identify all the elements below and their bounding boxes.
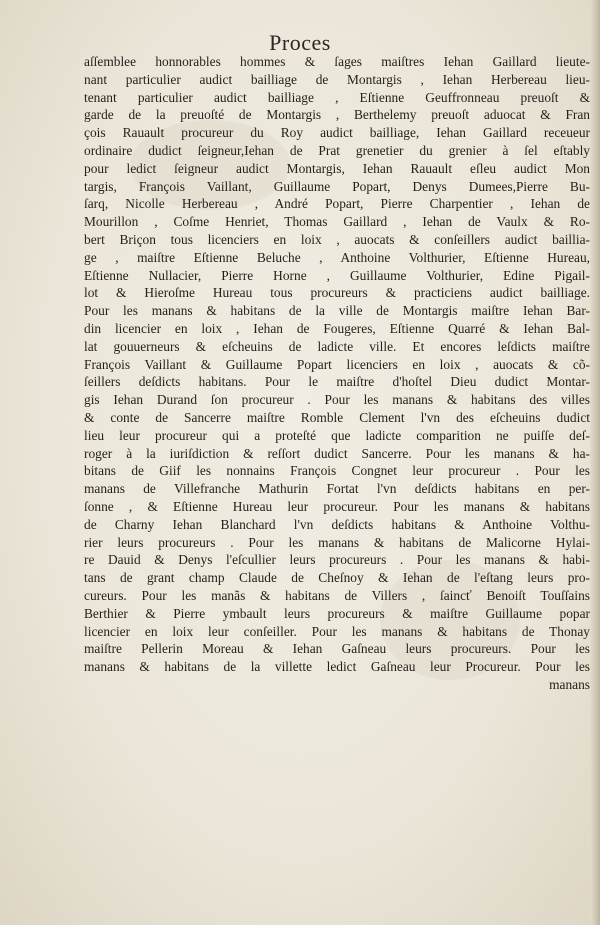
text-line: cureurs. Pour les manãs & habitans de Villers , ſaincť Benoiſt Touſſains (84, 587, 590, 603)
text-line: lot & Hieroſme Hureau tous procureurs & practiciens audict bailliage. (84, 285, 590, 301)
text-line: maiſtre Pellerin Moreau & Iehan Gaſneau leurs procureurs. Pour les (84, 641, 590, 657)
text-line: re Dauid & Denys l'eſcullier leurs procureurs . Pour les manans & habi- (84, 552, 590, 568)
body-text (84, 53, 590, 694)
text-line: lat gouuerneurs & eſcheuins de ladicte ville. Et encores leſdicts maiſtre (84, 338, 590, 354)
text-line: Mourillon , Coſme Henriet, Thomas Gaillard , Iehan de Vaulx & Ro- (84, 214, 590, 230)
text-line: pour ledict ſeigneur audict Montargis, Iehan Rauault eſleu audict Mon (84, 160, 590, 176)
text-line: roger à la iuriſdiction & reſſort dudict Sancerre. Pour les manans & ha- (84, 445, 590, 461)
text-line: tans de grant champ Claude de Cheſnoy & Iehan de l'eſtang leurs pro- (84, 570, 590, 586)
text-line: garde de la preuoſté de Montargis , Berthelemy preuoſt aduocat & Fran (84, 107, 590, 123)
text-line: nant particulier audict bailliage de Montargis , Iehan Herbereau lieu- (84, 71, 590, 87)
text-line: licencier en loix leur conſeiller. Pour les manans & habitans de Thonay (84, 623, 590, 639)
text-line: de Charny Iehan Blanchard l'vn deſdicts habitans & Anthoine Volthu- (84, 516, 590, 532)
text-line: din licencier en loix , Iehan de Fougeres, Eſtienne Quarré & Iehan Bal- (84, 320, 590, 336)
text-line: manans & habitans de la villette ledict Gaſneau leur Procureur. Pour les (84, 659, 590, 675)
text-line: bert Briçon tous licenciers en loix , auocats & conſeillers audict baillia- (84, 231, 590, 247)
text-line: gis Iehan Durand ſon procureur . Pour les manans & habitans des villes (84, 392, 590, 408)
page-edge (590, 0, 600, 925)
text-line: ſarq, Nicolle Herbereau , André Popart, Pierre Charpentier , Iehan de (84, 196, 590, 212)
text-line: lieu leur procureur qui a proteſté que ladicte comparition ne puiſſe deſ- (84, 427, 590, 443)
text-line: aſſemblee honnorables hommes & ſages maiſtres Iehan Gaillard lieute- (84, 54, 590, 69)
text-line: bitans de Giif les nonnains François Congnet leur procureur . Pour les (84, 463, 590, 479)
text-line: ſonne , & Eſtienne Hureau leur procureur. Pour les manans & habitans (84, 498, 590, 514)
text-line: ge , maiſtre Eſtienne Beluche , Anthoine Volthurier, Eſtienne Hureau, (84, 249, 590, 265)
text-line: François Vaillant & Guillaume Popart licenciers en loix , auocats & cõ- (84, 356, 590, 372)
text-line: targis, François Vaillant, Guillaume Popart, Denys Dumees,Pierre Bu- (84, 178, 590, 194)
text-line: ordinaire dudict ſeigneur,Iehan de Prat grenetier du grenier à ſel eſtably (84, 142, 590, 158)
text-line: çois Rauault procureur du Roy audict bailliage, Iehan Gaillard receueur (84, 125, 590, 141)
text-line: Eſtienne Nullacier, Pierre Horne , Guillaume Volthurier, Edine Pigail- (84, 267, 590, 283)
text-line: ſeillers deſdicts habitans. Pour le maiſtre d'hoſtel Dieu dudict Montar- (84, 374, 590, 390)
text-line: & conte de Sancerre maiſtre Romble Clement l'vn des eſcheuins dudict (84, 409, 590, 425)
catchword: manans (549, 676, 590, 692)
text-line: manans de Villefranche Mathurin Fortat l'vn deſdicts habitans en per- (84, 481, 590, 497)
running-title: Proces (269, 30, 331, 55)
text-line: tenant particulier audict bailliage , Eſtienne Geuffronneau preuoſt & (84, 89, 590, 105)
text-line: rier leurs procureurs . Pour les manans & habitans de Malicorne Hylai- (84, 534, 590, 550)
text-line: Pour les manans & habitans de la ville de Montargis maiſtre Iehan Bar- (84, 303, 590, 319)
text-line: Berthier & Pierre ymbault leurs procureurs & maiſtre Guillaume popar (84, 605, 590, 621)
